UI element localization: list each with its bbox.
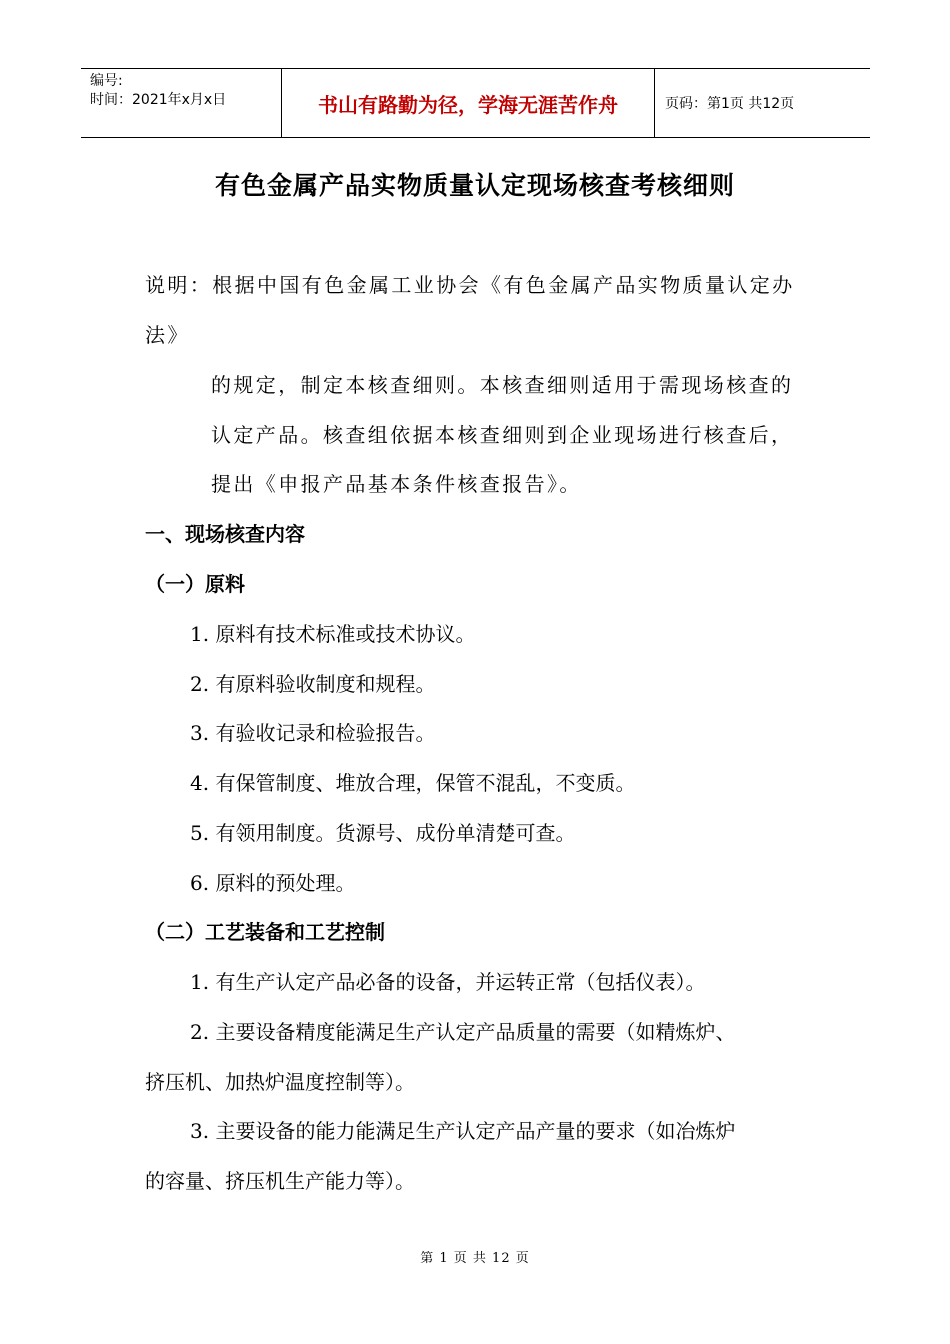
header-info-cell (81, 69, 282, 137)
intro-line-5: 提出《申报产品基本条件核查报告》。 (211, 472, 582, 496)
intro-line-4: 认定产品。核查组依据本核查细则到企业现场进行核查后， (211, 423, 794, 447)
document-time-label: 时间：2021年x月x日 (90, 92, 227, 108)
list-item: 2. 主要设备精度能满足生产认定产品质量的需要（如精炼炉、 (190, 1020, 736, 1044)
list-item: 2. 有原料验收制度和规程。 (190, 672, 436, 696)
list-item: 1. 有生产认定产品必备的设备，并运转正常（包括仪表）。 (190, 970, 706, 994)
list-item: 3. 有验收记录和检验报告。 (190, 721, 436, 745)
header-page-label: 页码：第1页 共12页 (665, 96, 795, 112)
list-item: 4. 有保管制度、堆放合理，保管不混乱，不变质。 (190, 771, 636, 795)
page-footer: 第 1 页 共 12 页 (420, 1251, 530, 1266)
list-item-continuation: 挤压机、加热炉温度控制等）。 (145, 1070, 415, 1094)
document-number-label: 编号: (90, 73, 123, 89)
list-item-continuation: 的容量、挤压机生产能力等）。 (145, 1169, 415, 1193)
section-heading-1: 一、现场核查内容 (145, 522, 305, 546)
document-title: 有色金属产品实物质量认定现场核查考核细则 (214, 171, 735, 200)
list-item: 1. 原料有技术标准或技术协议。 (190, 622, 476, 646)
intro-line-2: 法》 (145, 323, 190, 347)
list-item: 3. 主要设备的能力能满足生产认定产品产量的要求（如冶炼炉 (190, 1119, 736, 1143)
intro-line-1: 说明：根据中国有色金属工业协会《有色金属产品实物质量认定办 (145, 273, 795, 297)
subsection-heading-raw-materials: （一）原料 (145, 572, 245, 596)
intro-line-3: 的规定，制定本核查细则。本核查细则适用于需现场核查的 (211, 373, 794, 397)
list-item: 5. 有领用制度。货源号、成份单清楚可查。 (190, 821, 576, 845)
subsection-heading-equipment: （二）工艺装备和工艺控制 (145, 920, 385, 944)
header-motto: 书山有路勤为径，学海无涯苦作舟 (282, 69, 655, 137)
list-item: 6. 原料的预处理。 (190, 871, 356, 895)
header-table (81, 68, 870, 138)
